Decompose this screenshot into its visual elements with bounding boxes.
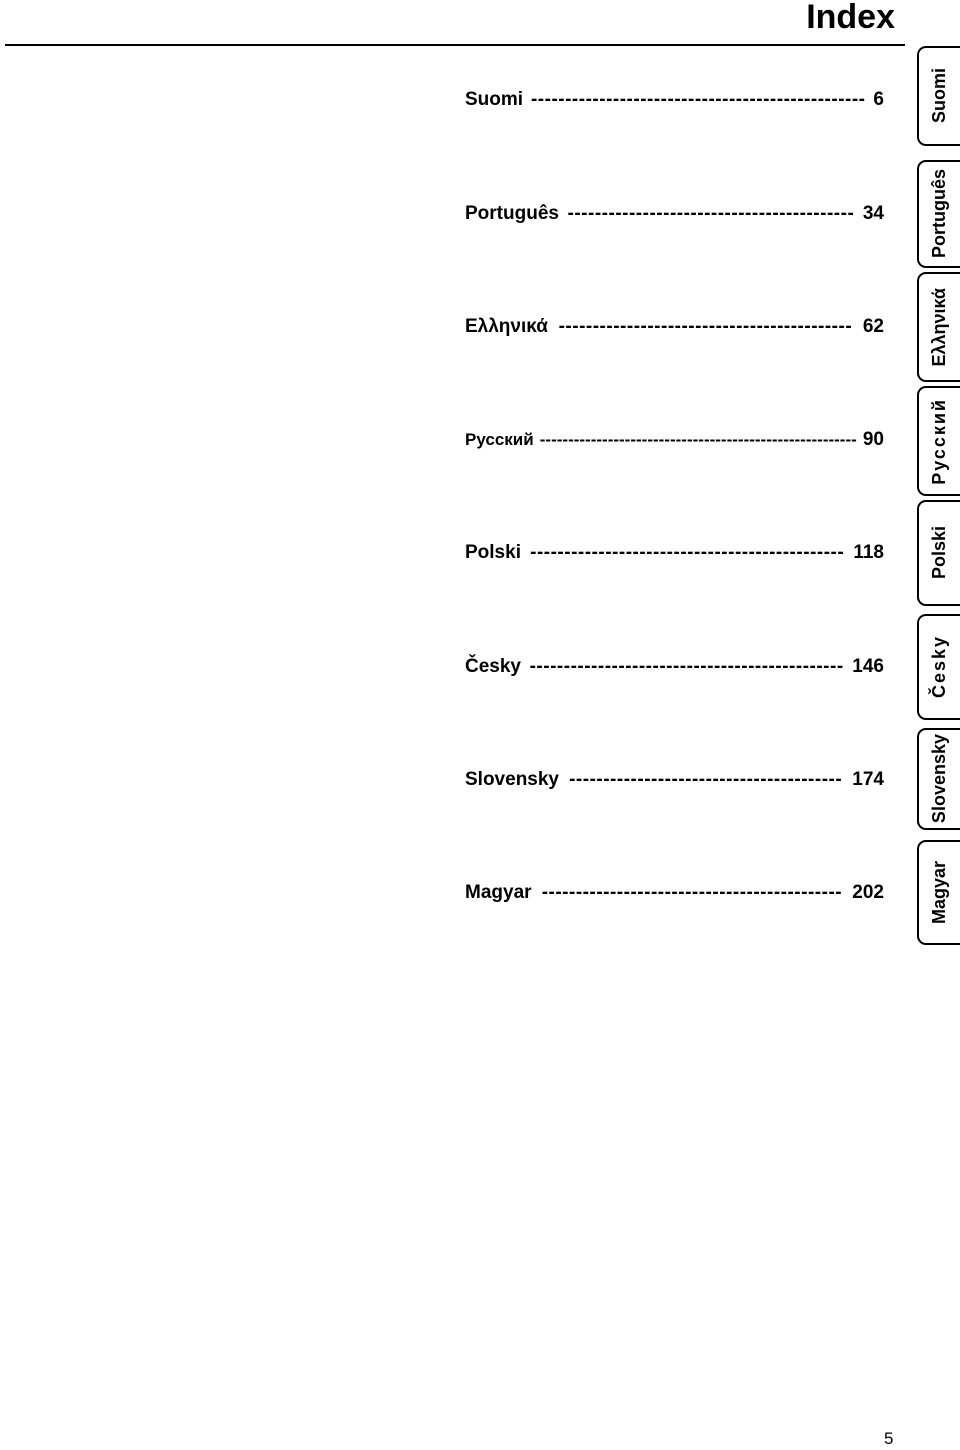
language-tab-slovensky — [917, 728, 960, 830]
index-entry-magyar — [465, 881, 884, 905]
entry-page: 174 — [852, 769, 884, 790]
entry-page: 62 — [862, 316, 884, 337]
language-tab-magyar — [917, 840, 960, 945]
tab-label: Polski — [929, 526, 949, 580]
index-entry-cesky — [465, 655, 884, 679]
language-tab-polski — [917, 500, 960, 606]
entry-leader: ---------------------------------------------- — [529, 656, 844, 677]
language-tab-portugues — [917, 160, 960, 268]
index-entry-russkiy — [465, 428, 884, 452]
tab-label: Česky — [929, 635, 949, 699]
entry-name: Português — [465, 203, 559, 224]
entry-name: Русский — [465, 430, 534, 449]
tab-label: Suomi — [929, 68, 949, 124]
page-number: 5 — [884, 1429, 894, 1448]
entry-name: Suomi — [465, 89, 524, 110]
entry-leader: ------------------------------------------- — [558, 316, 853, 337]
index-entry-ellinika — [465, 315, 884, 339]
index-entry-polski — [465, 541, 884, 565]
entry-name: Slovensky — [465, 769, 559, 790]
entry-page: 202 — [852, 882, 884, 903]
entry-leader: ------------------------------------------------- — [530, 89, 866, 110]
entry-page: 34 — [862, 203, 884, 224]
entry-name: Polski — [465, 542, 521, 563]
tab-label: Slovensky — [929, 734, 949, 824]
entry-leader: -------------------------------------------------------- — [539, 430, 857, 449]
language-tab-cesky — [917, 614, 960, 720]
tab-label: Ελληνικά — [929, 287, 949, 367]
index-entry-portugues — [465, 202, 884, 226]
entry-leader: -------------------------------------------- — [541, 882, 843, 903]
entry-name: Magyar — [465, 882, 532, 903]
tab-label: Русский — [929, 397, 949, 485]
language-tab-ellinika — [917, 272, 960, 382]
index-entry-suomi — [465, 88, 884, 112]
page-title: Index — [806, 0, 895, 36]
entry-name: Česky — [465, 656, 521, 677]
entry-leader: ---------------------------------------- — [569, 769, 843, 790]
language-tab-suomi — [917, 46, 960, 146]
tab-label: Magyar — [929, 860, 949, 925]
entry-page: 90 — [862, 429, 884, 450]
index-entry-slovensky — [465, 768, 884, 792]
entry-leader: ---------------------------------------------- — [530, 542, 845, 563]
entry-leader: ------------------------------------------ — [567, 203, 855, 224]
tab-label: Português — [929, 169, 949, 259]
entry-page: 6 — [873, 89, 884, 110]
entry-page: 146 — [852, 656, 884, 677]
title-divider — [5, 44, 905, 46]
entry-name: Ελληνικά — [465, 316, 548, 337]
language-tab-russkiy — [917, 386, 960, 496]
entry-page: 118 — [853, 542, 884, 563]
